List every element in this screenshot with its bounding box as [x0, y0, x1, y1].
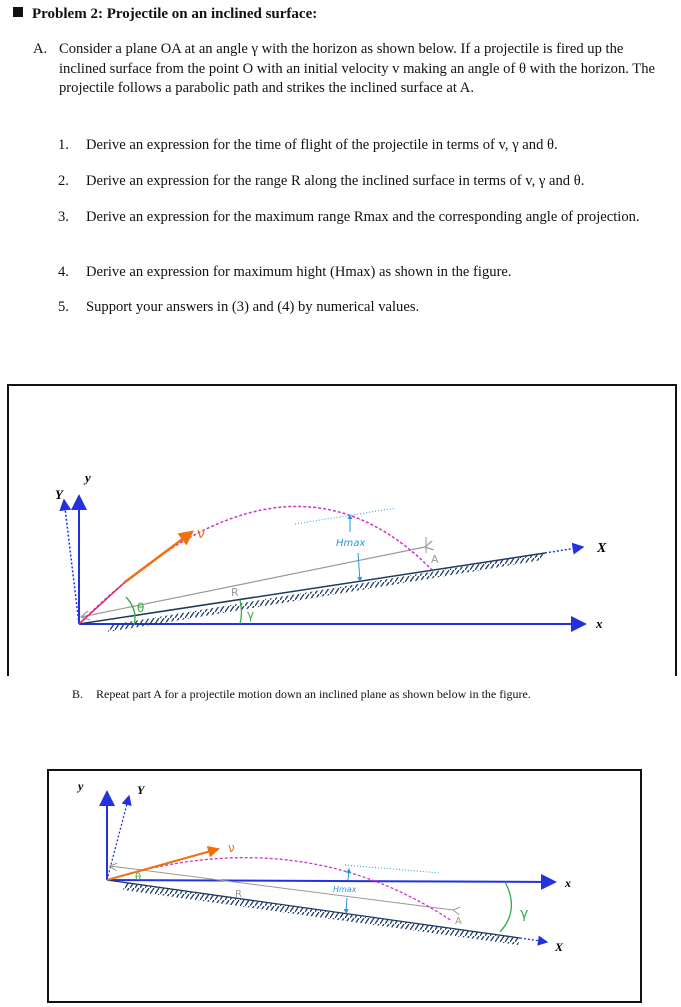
label-theta: θ	[137, 601, 145, 615]
velocity-vector	[125, 532, 192, 582]
label-theta: θ	[135, 872, 142, 883]
label-A: A	[431, 553, 439, 566]
item-number: 3.	[58, 209, 69, 225]
figure-a	[55, 470, 607, 632]
x-axis	[107, 880, 555, 882]
problem-title-text: Problem 2: Projectile on an inclined surface:	[32, 6, 318, 22]
part-b-label: B.	[72, 687, 84, 701]
label-A: A	[455, 916, 462, 927]
label-X: X	[597, 541, 607, 556]
label-gamma: γ	[520, 906, 529, 922]
incline-surface	[107, 880, 520, 938]
incline-hatching	[123, 883, 520, 945]
part-a-text: Consider a plane OA at an angle γ with the horizon as shown below. If a projectile is fired up the inclined surface from the point O with an initial velocity v making an angle of θ with the horizon. The projectile follows a parabolic path and strikes the inclined surface at A.	[59, 41, 655, 96]
X-axis	[545, 547, 583, 553]
theta-arc	[126, 597, 135, 625]
item-number: 2.	[58, 173, 69, 189]
label-hmax: Hmax	[333, 885, 357, 894]
hmax-arrow-up	[348, 869, 349, 880]
X-axis	[520, 938, 547, 942]
label-v: ν	[197, 526, 205, 542]
label-x: x	[565, 876, 571, 890]
item-text: Derive an expression for the time of flight of the projectile in terms of v, γ and θ.	[86, 137, 558, 153]
item-number: 1.	[58, 137, 69, 153]
gamma-arc	[240, 600, 242, 624]
velocity-vector	[107, 849, 218, 880]
hmax-arrow-down	[346, 898, 347, 913]
label-Y: Y	[55, 487, 63, 502]
incline-hatching	[108, 553, 545, 632]
label-y: y	[78, 779, 84, 793]
label-y: y	[85, 470, 91, 485]
item-number: 5.	[58, 299, 69, 315]
part-b-text: Repeat part A for a projectile motion down an inclined plane as shown below in the figure.	[96, 687, 531, 701]
label-R: R	[235, 889, 242, 900]
label-v: ν	[228, 841, 235, 855]
label-x: x	[596, 616, 603, 631]
label-X: X	[555, 940, 564, 954]
Y-axis	[64, 500, 79, 624]
item-text: Derive an expression for the maximum range Rmax and the corresponding angle of projection.	[86, 209, 640, 225]
label-Y: Y	[137, 783, 145, 797]
label-hmax: Hmax	[336, 538, 366, 549]
item-text: Derive an expression for the range R along the inclined surface in terms of v, γ and θ.	[86, 173, 585, 189]
item-text: Derive an expression for maximum hight (Hmax) as shown in the figure.	[86, 264, 512, 280]
item-text: Support your answers in (3) and (4) by numerical values.	[86, 299, 420, 315]
label-R: R	[231, 586, 239, 599]
part-a-label: A.	[33, 41, 48, 57]
item-number: 4.	[58, 264, 69, 280]
figure-b	[76, 779, 571, 954]
gamma-arc	[500, 882, 511, 932]
hmax-tangent	[295, 508, 396, 524]
label-gamma: γ	[247, 608, 255, 622]
hmax-arrow-down	[358, 553, 360, 581]
hmax-tangent	[345, 865, 440, 873]
